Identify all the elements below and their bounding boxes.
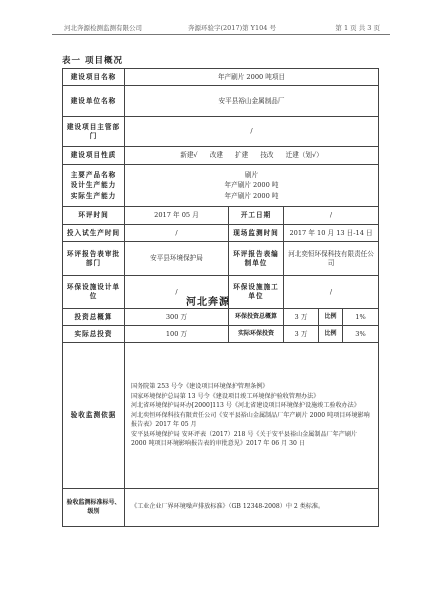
design-capacity-label: 设计生产能力 [70,181,117,190]
nature-options [125,147,379,165]
row-standard [63,489,379,527]
unit-name-value: 安平县裕山金属制品厂 [125,86,379,117]
products-values [125,165,379,207]
prepare-unit-label: 环评报告表编制单位 [229,242,284,276]
basis-line: 河北奕恒环保科技有限责任公司《安平县裕山金属制品厂年产刷片 2000 吨项目环境影响报告表》2017 年 05 月 [131,411,370,429]
env-budget-value: 3 万 [284,309,319,326]
nature-option-expand: 扩建 [235,151,249,160]
actual-capacity-value: 年产刷片 2000 吨 [224,191,279,200]
actual-investment-value: 100 万 [125,326,229,343]
actual-env-value: 3 万 [284,326,319,343]
actual-ratio-label: 比例 [319,326,343,343]
row-actual [63,326,379,343]
nature-option-relocate: 迁建（划√） [285,151,323,160]
department-label: 建设项目主管部门 [63,117,125,147]
row-trial [63,225,379,242]
product-name-value: 刷片 [244,170,259,179]
nature-option-new: 新建√ [180,151,198,160]
actual-ratio-value: 3% [343,326,379,343]
basis-line: 国务院第 253 号令《建设项目环境保护管理条例》 [131,383,269,391]
nature-label: 建设项目性质 [63,147,125,165]
row-eia-time [63,207,379,225]
basis-line: 安平县环境保护局 安环评表（2017）218 号《关于安平县裕山金属制品厂年产刷片 2000 吨项目环境影响报告表的审批意见》2017 年 06 月 30 日 [131,430,358,448]
nature-option-upgrade: 技改 [260,151,274,160]
survey-time-value: 2017 年 10 月 13 日-14 日 [284,225,379,242]
company-stamp: 河北奔源 [186,297,230,308]
facility-design-label: 环保设施设计单位 [63,276,125,309]
standard-label: 验收监测标准标号、级别 [63,489,125,527]
survey-time-label: 现场监测时间 [229,225,284,242]
design-capacity-value: 年产刷片 2000 吨 [224,181,279,190]
basis-line: 河北省环境保护局环办[2000]113 号《河北省建设项目环境保护设施竣工验收办法》 [131,402,360,410]
env-budget-label: 环保投资总概算 [229,309,284,326]
actual-investment-label: 实际总投资 [63,326,125,343]
basis-content [125,343,379,489]
eia-time-value: 2017 年 05 月 [125,207,229,225]
product-name-label: 主要产品名称 [70,170,117,179]
project-name-value: 年产刷片 2000 吨项目 [125,69,379,86]
row-unit-name [63,86,379,117]
row-nature [63,147,379,165]
products-labels [63,165,125,207]
basis-label: 验收监测依据 [63,343,125,489]
row-budget [63,309,379,326]
page-header [52,20,390,35]
actual-capacity-label: 实际生产能力 [70,191,117,200]
row-products [63,165,379,207]
actual-env-label: 实际环保投资 [229,326,284,343]
header-company: 河北奔源检测监测有限公司 [64,24,142,32]
department-value: / [125,117,379,147]
row-project-name [63,69,379,86]
eia-time-label: 环评时间 [63,207,125,225]
trial-production-value: / [125,225,229,242]
prepare-unit-value: 河北奕恒环保科技有限责任公司 [284,242,379,276]
trial-production-label: 投入试生产时间 [63,225,125,242]
facility-construct-value: / [284,276,379,309]
budget-value: 300 万 [125,309,229,326]
start-date-value: / [284,207,379,225]
start-date-label: 开工日期 [229,207,284,225]
standard-value: 《工业企业厂界环境噪声排放标准》（GB 12348-2008）中 2 类标准。 [125,489,379,527]
row-approval [63,242,379,276]
budget-label: 投资总概算 [63,309,125,326]
approval-dept-value: 安平县环境保护局 [125,242,229,276]
facility-design-value: / [125,276,229,309]
approval-dept-label: 环评报告表审批部门 [63,242,125,276]
section-title: 表一 项目概况 [62,56,123,66]
row-basis [63,343,379,489]
header-page-number: 第 1 页 共 3 页 [335,24,380,32]
budget-ratio-label: 比例 [319,309,343,326]
nature-option-rebuild: 改建 [209,151,223,160]
project-name-label: 建设项目名称 [63,69,125,86]
row-department [63,117,379,147]
facility-construct-label: 环保设施施工单位 [229,276,284,309]
budget-ratio-value: 1% [343,309,379,326]
basis-line: 国家环境保护总局第 13 号令《建设项目竣工环境保护验收管理办法》 [131,392,320,400]
unit-name-label: 建设单位名称 [63,86,125,117]
header-report-number: 奔源环验字(2017)第 Y104 号 [188,24,276,32]
